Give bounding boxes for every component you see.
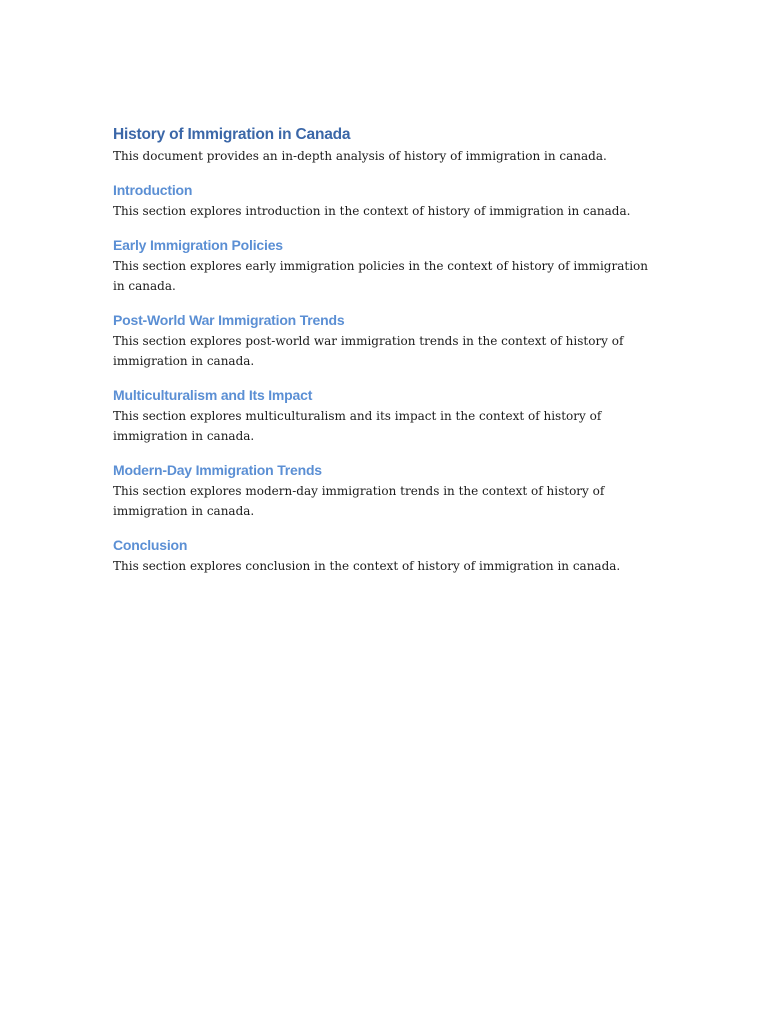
section-text: This section explores conclusion in the context of history of immigration in canada. <box>113 559 621 573</box>
section-multiculturalism <box>113 385 658 446</box>
section-heading: Post-World War Immigration Trends <box>113 312 345 328</box>
section-text: This section explores introduction in the context of history of immigration in canada. <box>113 203 631 218</box>
section-early-immigration-policies <box>113 235 658 296</box>
section-heading: Introduction <box>113 181 193 198</box>
section-introduction <box>113 180 658 222</box>
document-page <box>113 124 658 591</box>
section-conclusion <box>113 535 658 577</box>
section-modern-day-trends <box>113 460 658 521</box>
section-heading: Conclusion <box>113 537 188 553</box>
section-text: This section explores post-world war immigration trends in the context of history of immigration in canada. <box>113 334 624 368</box>
document-title: History of Immigration in Canada <box>113 126 351 143</box>
section-heading: Modern-Day Immigration Trends <box>113 462 322 478</box>
section-text: This section explores modern-day immigration trends in the context of history of immigration in canada. <box>113 484 605 518</box>
section-text: This section explores multiculturalism and its impact in the context of history of immigration in canada. <box>113 409 602 443</box>
section-heading: Multiculturalism and Its Impact <box>113 387 313 403</box>
section-heading: Early Immigration Policies <box>113 237 283 253</box>
section-post-world-war-trends <box>113 310 658 371</box>
document-intro: This document provides an in-depth analysis of history of immigration in canada. <box>113 149 607 163</box>
section-text: This section explores early immigration policies in the context of history of immigration in canada. <box>113 259 648 293</box>
